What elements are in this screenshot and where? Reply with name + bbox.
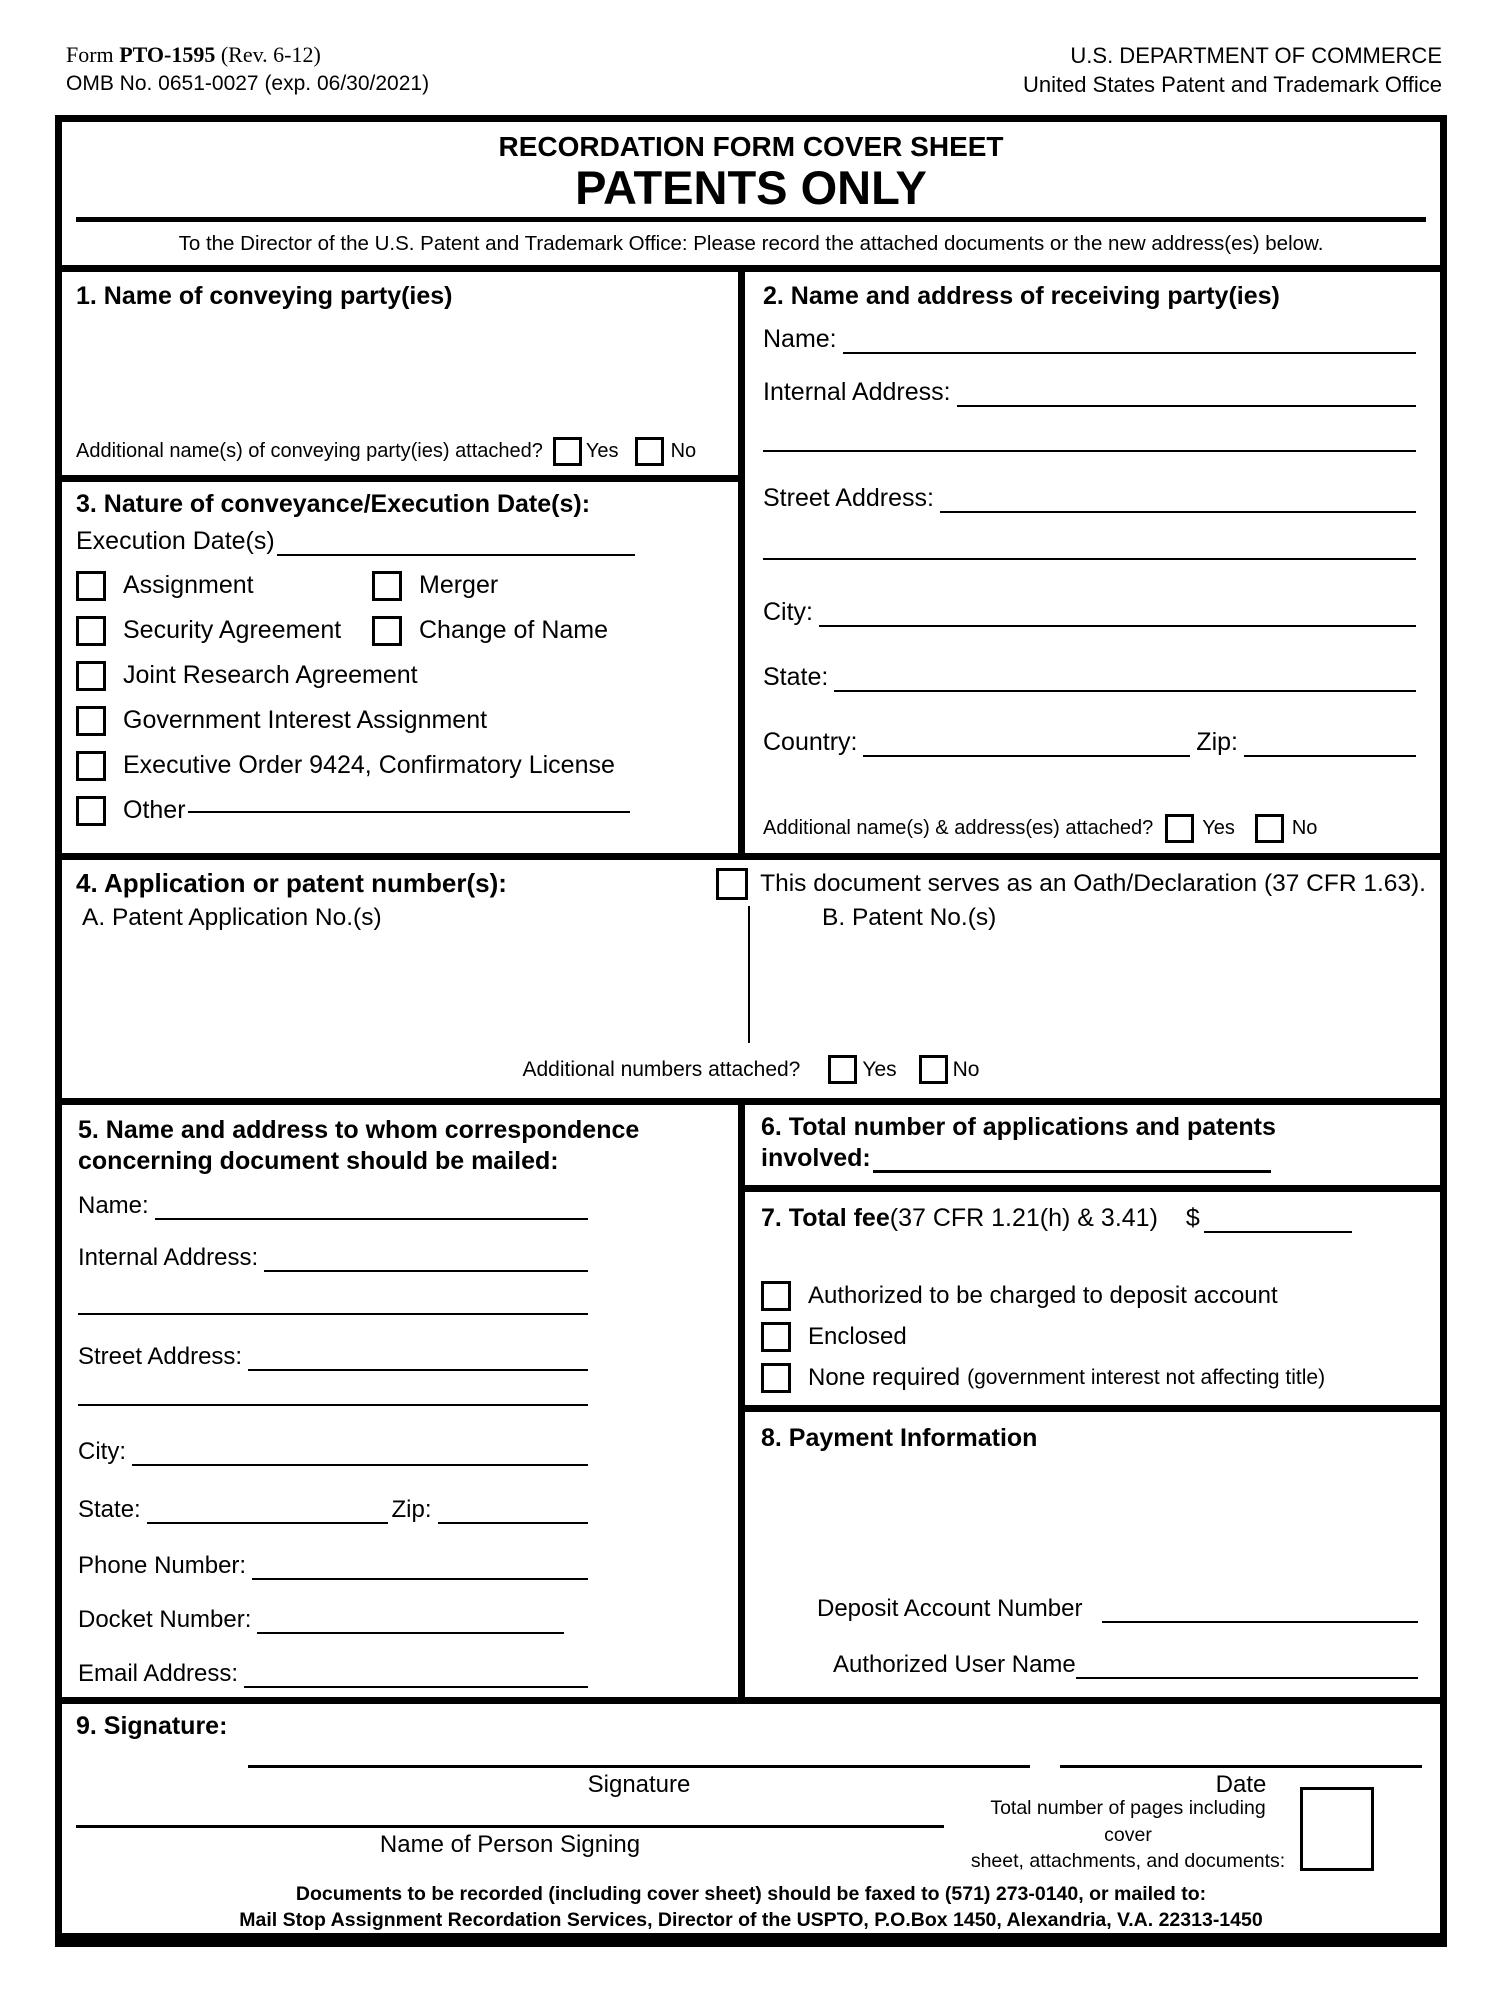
- execution-date-label: Execution Date(s): [76, 526, 275, 555]
- mailing-instructions-line1: Documents to be recorded (including cover sheet) should be faxed to (571) 273-0140, or mailed to:: [295, 1883, 1207, 1906]
- mailing-instructions: [76, 1882, 1426, 1933]
- section1-conveying-party: [62, 272, 738, 482]
- receiving-zip-label: Zip:: [1196, 727, 1238, 756]
- correspondence-name-label: Name:: [78, 1192, 149, 1220]
- section4-no-label: No: [952, 1057, 980, 1081]
- form-title: RECORDATION FORM COVER SHEET: [498, 131, 1004, 162]
- phone-number-line[interactable]: [252, 1575, 588, 1580]
- patent-application-numbers-input-area[interactable]: [82, 932, 748, 1056]
- total-pages-note-line1: Total number of pages including cover: [990, 1797, 1266, 1846]
- correspondence-street-address-label: Street Address:: [78, 1343, 243, 1371]
- receiving-country-label: Country:: [763, 727, 858, 756]
- page-header: [66, 42, 1442, 99]
- row-sections-1-2-3: [62, 272, 1440, 860]
- receiving-state-label: State:: [763, 662, 829, 691]
- section3-heading: 3. Nature of conveyance/Execution Date(s):: [76, 489, 591, 518]
- receiving-state-line[interactable]: [834, 687, 1416, 692]
- correspondence-state-line[interactable]: [147, 1519, 388, 1524]
- section1-additional-no-checkbox[interactable]: [635, 437, 664, 466]
- signature-label: Signature: [587, 1771, 691, 1799]
- section1-yes-label: Yes: [585, 439, 619, 462]
- section5-heading-line1: 5. Name and address to whom correspondence: [78, 1116, 640, 1145]
- total-pages-note-line2: sheet, attachments, and documents:: [970, 1850, 1286, 1872]
- section2-no-label: No: [1291, 816, 1318, 839]
- execution-date-line[interactable]: [277, 551, 635, 556]
- section4-heading: 4. Application or patent number(s):: [76, 868, 507, 899]
- correspondence-street-address-line2[interactable]: [78, 1401, 588, 1406]
- receiving-internal-address-line2[interactable]: [763, 447, 1416, 452]
- section9-signature: [62, 1704, 1440, 1933]
- section2-additional-question: Additional name(s) & address(es) attached?: [763, 816, 1154, 839]
- receiving-street-address-line2[interactable]: [763, 555, 1416, 560]
- government-interest-label: Government Interest Assignment: [123, 706, 488, 735]
- correspondence-zip-line[interactable]: [438, 1519, 588, 1524]
- section1-additional-yes-checkbox[interactable]: [553, 437, 582, 466]
- patent-numbers-input-area[interactable]: [822, 932, 1426, 1056]
- uspto-line: United States Patent and Trademark Office: [1022, 71, 1442, 97]
- enclosed-label: Enclosed: [808, 1323, 907, 1351]
- receiving-city-label: City:: [763, 597, 813, 626]
- deposit-account-number-label: Deposit Account Number: [817, 1595, 1083, 1623]
- authorized-user-name-line[interactable]: [1076, 1674, 1418, 1679]
- conveying-party-input-area[interactable]: [76, 311, 732, 437]
- person-signing-line[interactable]: [76, 1823, 944, 1828]
- section9-heading: 9. Signature:: [76, 1712, 228, 1741]
- email-address-label: Email Address:: [78, 1660, 239, 1688]
- correspondence-internal-address-label: Internal Address:: [78, 1244, 259, 1272]
- executive-order-checkbox[interactable]: [76, 751, 106, 781]
- receiving-zip-line[interactable]: [1244, 752, 1416, 757]
- total-pages-input-box[interactable]: [1300, 1787, 1374, 1871]
- total-pages-note: [970, 1795, 1286, 1874]
- section5-heading-line2: concerning document should be mailed:: [78, 1146, 559, 1175]
- form-number: PTO-1595: [119, 42, 216, 67]
- correspondence-name-line[interactable]: [155, 1215, 588, 1220]
- date-label: Date: [1215, 1771, 1267, 1799]
- security-agreement-checkbox[interactable]: [76, 616, 106, 646]
- security-agreement-label: Security Agreement: [123, 616, 342, 645]
- other-label: Other: [123, 796, 186, 825]
- form-box: [55, 115, 1447, 1947]
- correspondence-city-line[interactable]: [132, 1461, 588, 1466]
- form-revision: (Rev. 6-12): [215, 42, 321, 67]
- total-fee-line[interactable]: [1204, 1228, 1352, 1233]
- section3-nature-of-conveyance: [62, 482, 738, 853]
- signature-line[interactable]: [248, 1763, 1030, 1768]
- none-required-checkbox[interactable]: [761, 1363, 791, 1393]
- correspondence-street-address-line[interactable]: [248, 1366, 588, 1371]
- section7-total-fee: [745, 1192, 1440, 1412]
- mailing-instructions-line2: Mail Stop Assignment Recordation Services, Director of the USPTO, P.O.Box 1450, Alexandria, V.A. 22313-1450: [239, 1908, 1263, 1931]
- authorized-charge-label: Authorized to be charged to deposit account: [808, 1282, 1278, 1310]
- correspondence-internal-address-line2[interactable]: [78, 1310, 588, 1315]
- patent-numbers-label: B. Patent No.(s): [822, 903, 997, 931]
- section2-yes-label: Yes: [1202, 816, 1235, 839]
- other-line[interactable]: [188, 808, 630, 813]
- dollar-sign-label: $: [1185, 1204, 1200, 1233]
- right-column-bottom: [745, 1105, 1440, 1697]
- total-involved-line[interactable]: [873, 1167, 1271, 1173]
- correspondence-zip-label: Zip:: [391, 1496, 432, 1524]
- omb-number-line: OMB No. 0651-0027 (exp. 06/30/2021): [66, 72, 430, 95]
- section2-heading: 2. Name and address of receiving party(ies): [763, 281, 1280, 310]
- receiving-name-label: Name:: [763, 324, 837, 353]
- assignment-checkbox[interactable]: [76, 571, 106, 601]
- correspondence-state-label: State:: [78, 1496, 141, 1524]
- receiving-street-address-label: Street Address:: [763, 483, 934, 512]
- government-interest-checkbox[interactable]: [76, 706, 106, 736]
- joint-research-checkbox[interactable]: [76, 661, 106, 691]
- assignment-label: Assignment: [123, 571, 254, 600]
- executive-order-label: Executive Order 9424, Confirmatory License: [123, 751, 615, 780]
- patents-only-title: PATENTS ONLY: [76, 164, 1426, 222]
- section4-additional-no-checkbox[interactable]: [919, 1055, 948, 1084]
- merger-label: Merger: [419, 571, 499, 600]
- section6-heading-line2: involved:: [761, 1144, 871, 1173]
- correspondence-city-label: City:: [78, 1438, 126, 1466]
- section8-payment-information: [745, 1412, 1440, 1697]
- section4-application-patent-numbers: [62, 860, 1440, 1106]
- receiving-street-address-line[interactable]: [940, 508, 1416, 513]
- authorized-user-name-label: Authorized User Name: [833, 1651, 1076, 1679]
- row-sections-5-6-7-8: [62, 1105, 1440, 1704]
- change-of-name-checkbox[interactable]: [372, 616, 402, 646]
- section4-additional-question: Additional numbers attached?: [522, 1057, 801, 1081]
- receiving-country-line[interactable]: [863, 752, 1190, 757]
- other-checkbox[interactable]: [76, 796, 106, 826]
- merger-checkbox[interactable]: [372, 571, 402, 601]
- section4-yes-label: Yes: [862, 1057, 897, 1081]
- correspondence-internal-address-line[interactable]: [264, 1267, 588, 1272]
- directive-text: To the Director of the U.S. Patent and Trademark Office: Please record the attached documents or the new address(es) below.: [62, 222, 1440, 272]
- change-of-name-label: Change of Name: [419, 616, 609, 645]
- form-number-line: [66, 42, 429, 68]
- enclosed-checkbox[interactable]: [761, 1322, 791, 1352]
- receiving-city-line[interactable]: [819, 622, 1416, 627]
- patent-application-numbers-label: A. Patent Application No.(s): [82, 903, 382, 931]
- section2-additional-yes-checkbox[interactable]: [1165, 814, 1194, 843]
- section2-receiving-party: [745, 272, 1440, 853]
- person-signing-label: Name of Person Signing: [379, 1831, 641, 1859]
- section6-heading-line1: 6. Total number of applications and patents: [761, 1113, 1276, 1142]
- phone-number-label: Phone Number:: [78, 1552, 247, 1580]
- section4-additional-yes-checkbox[interactable]: [828, 1055, 857, 1084]
- dept-of-commerce-line: U.S. DEPARTMENT OF COMMERCE: [1070, 43, 1442, 68]
- joint-research-label: Joint Research Agreement: [123, 661, 418, 690]
- date-line[interactable]: [1060, 1763, 1422, 1768]
- section1-no-label: No: [670, 439, 697, 462]
- section6-total-number: [745, 1105, 1440, 1192]
- docket-number-label: Docket Number:: [78, 1606, 252, 1634]
- section2-additional-no-checkbox[interactable]: [1255, 814, 1284, 843]
- section5-correspondence-address: [62, 1105, 745, 1697]
- section1-additional-question: Additional name(s) of conveying party(ies) attached?: [76, 439, 543, 462]
- authorized-charge-checkbox[interactable]: [761, 1281, 791, 1311]
- docket-number-line[interactable]: [257, 1629, 564, 1634]
- email-address-line[interactable]: [244, 1683, 588, 1688]
- form-word: Form: [66, 42, 120, 67]
- deposit-account-number-line[interactable]: [1102, 1618, 1418, 1623]
- none-required-label: None required: [808, 1364, 961, 1392]
- oath-declaration-checkbox[interactable]: [716, 868, 748, 900]
- section8-heading: 8. Payment Information: [761, 1424, 1038, 1453]
- none-required-note: (government interest not affecting title): [967, 1366, 1326, 1390]
- receiving-name-line[interactable]: [843, 349, 1416, 354]
- oath-declaration-label: This document serves as an Oath/Declaration (37 CFR 1.63).: [760, 869, 1426, 897]
- receiving-internal-address-label: Internal Address:: [763, 377, 951, 406]
- receiving-internal-address-line[interactable]: [957, 402, 1416, 407]
- section7-heading: 7. Total fee: [761, 1204, 890, 1233]
- section1-heading: 1. Name of conveying party(ies): [76, 281, 453, 310]
- left-column-top: [62, 272, 745, 853]
- section7-cfr-note: (37 CFR 1.21(h) & 3.41): [889, 1204, 1158, 1233]
